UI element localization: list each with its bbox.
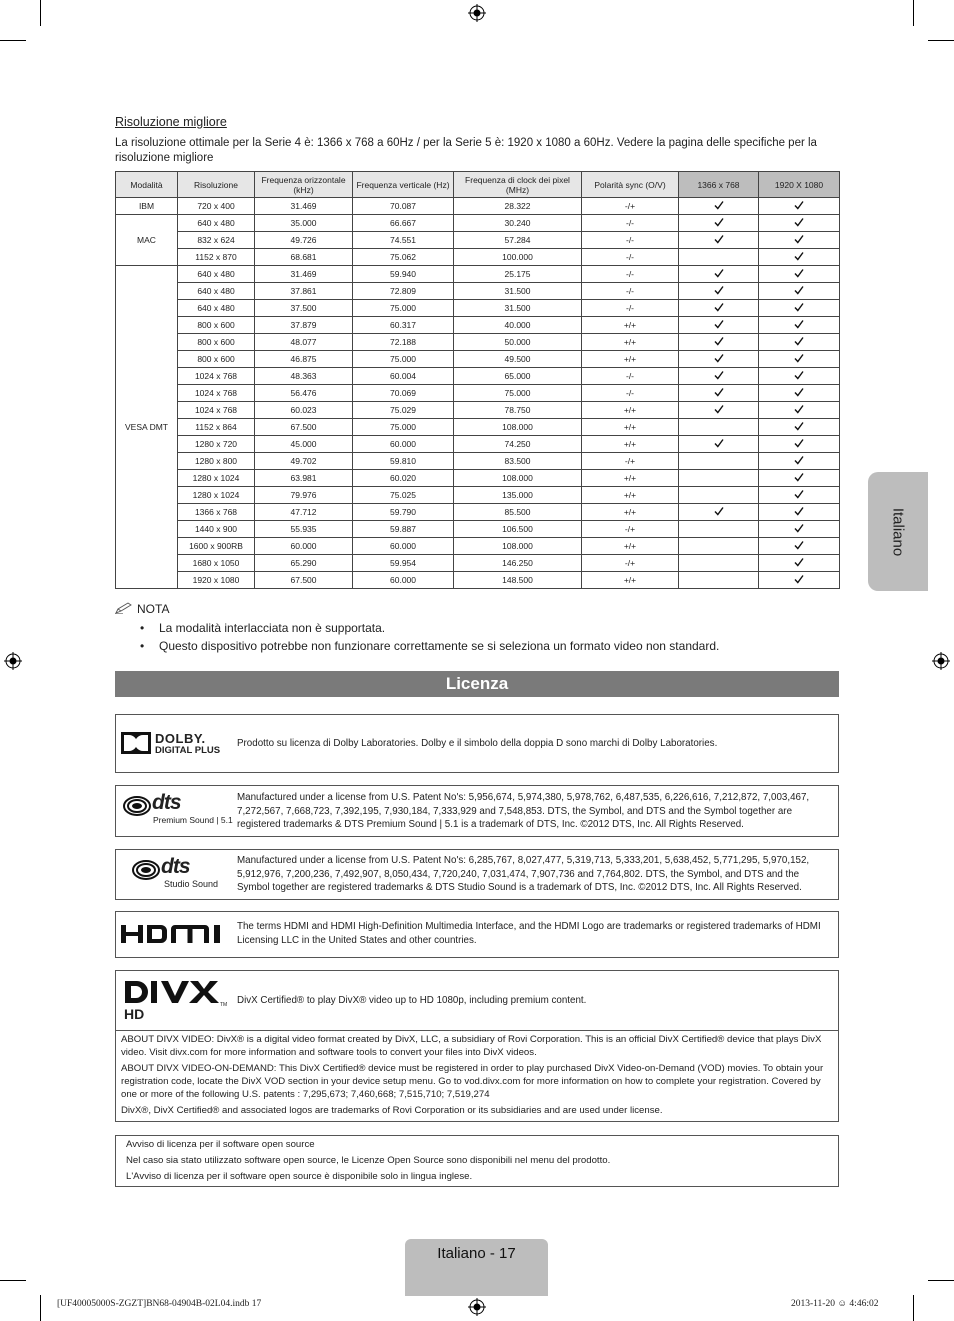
table-cell: 75.000: [353, 419, 454, 436]
table-cell: 640 x 480: [178, 266, 255, 283]
section-intro: La risoluzione ottimale per la Serie 4 è: 1366 x 768 a 60Hz / per la Serie 5 è: 1920 x 1080 a 60Hz. Vedere la pagina delle specifiche per la risoluzione migliore: [115, 137, 817, 164]
crop-mark: [928, 40, 954, 41]
table-cell: -/+: [582, 198, 679, 215]
checkmark-icon: [794, 336, 804, 346]
page-number-tab: Italiano - 17: [405, 1239, 548, 1296]
table-header-cell: 1366 x 768: [679, 172, 759, 198]
support-cell: [679, 198, 759, 215]
mode-cell: IBM: [116, 198, 178, 215]
table-row: [116, 351, 840, 368]
crop-mark: [913, 0, 914, 26]
table-cell: 75.000: [353, 300, 454, 317]
dts-studio-license-box: dts Studio Sound Manufactured under a license from U.S. Patent No's: 6,285,767, 8,027,477, 5,319,713, 5,333,201, 5,638,452, 5,771,295, 5,970,152, 5,912,976, 7,200,236, 7,492,907, 8,050,434, 7,720,240, 7,031,474, 7,907,736 and 7,764,802. DTS, the Symbol, and DTS and the Symbol together are registered trademarks & DTS Studio Sound is a trademark of DTS, Inc. ©2012 DTS, Inc. All Rights Reserved.: [115, 849, 839, 900]
note-item: • Questo dispositivo potrebbe non funzionare correttamente se si seleziona un formato video non standard.: [140, 639, 720, 653]
support-cell: [759, 351, 840, 368]
table-cell: 1280 x 800: [178, 453, 255, 470]
mode-cell: VESA DMT: [116, 266, 178, 589]
table-cell: 100.000: [454, 249, 582, 266]
table-cell: 55.935: [255, 521, 353, 538]
checkmark-icon: [714, 268, 724, 278]
table-cell: 1152 x 870: [178, 249, 255, 266]
dolby-license-box: DOLBY. DIGITAL PLUS Prodotto su licenza di Dolby Laboratories. Dolby e il simbolo della doppia D sono marchi di Dolby Laboratories.: [115, 714, 839, 773]
table-cell: 1280 x 1024: [178, 487, 255, 504]
checkmark-icon: [714, 370, 724, 380]
table-cell: 57.284: [454, 232, 582, 249]
table-cell: 31.500: [454, 283, 582, 300]
table-cell: 31.469: [255, 266, 353, 283]
table-cell: 800 x 600: [178, 317, 255, 334]
dts-studio-license-text: Manufactured under a license from U.S. Patent No's: 6,285,767, 8,027,477, 5,319,713, 5,333,201, 5,638,452, 5,771,295, 5,970,152, 5,912,976, 7,200,236, 7,492,907, 8,050,434, 7,720,240, 7,031,474, 7,907,736 and 7,764,802. DTS, the Symbol, and DTS and the Symbol together are registered trademarks & DTS Studio Sound is a trademark of DTS, Inc. ©2012 DTS, Inc. All Rights Reserved.: [237, 855, 810, 893]
table-row: [116, 538, 840, 555]
support-cell: [679, 453, 759, 470]
divx-wordmark-icon: [124, 979, 220, 1005]
table-cell: 40.000: [454, 317, 582, 334]
table-cell: 75.000: [454, 385, 582, 402]
table-cell: 46.875: [255, 351, 353, 368]
table-cell: 37.861: [255, 283, 353, 300]
checkmark-icon: [794, 438, 804, 448]
support-cell: [759, 249, 840, 266]
table-cell: 65.000: [454, 368, 582, 385]
table-cell: 148.500: [454, 572, 582, 589]
table-cell: 59.887: [353, 521, 454, 538]
table-cell: 1024 x 768: [178, 368, 255, 385]
checkmark-icon: [714, 353, 724, 363]
hdmi-license-text: The terms HDMI and HDMI High-Definition Multimedia Interface, and the HDMI Logo are trademarks or registered trademarks of HDMI Licensing LLC in the United States and other countries.: [237, 921, 821, 946]
table-cell: -/-: [582, 283, 679, 300]
table-cell: 74.551: [353, 232, 454, 249]
registration-mark-icon: [4, 652, 22, 670]
support-cell: [679, 487, 759, 504]
table-cell: 85.500: [454, 504, 582, 521]
table-cell: 60.023: [255, 402, 353, 419]
table-cell: 37.879: [255, 317, 353, 334]
table-cell: -/+: [582, 521, 679, 538]
table-cell: 60.020: [353, 470, 454, 487]
table-cell: +/+: [582, 504, 679, 521]
table-cell: -/-: [582, 215, 679, 232]
print-timestamp: 2013-11-20 ☺ 4:46:02: [791, 1299, 879, 1309]
checkmark-icon: [794, 421, 804, 431]
divx-license-text: DivX Certified® to play DivX® video up to HD 1080p, including premium content.: [237, 995, 587, 1006]
table-cell: 66.667: [353, 215, 454, 232]
table-cell: +/+: [582, 419, 679, 436]
table-cell: 25.175: [454, 266, 582, 283]
table-cell: 1366 x 768: [178, 504, 255, 521]
table-cell: +/+: [582, 436, 679, 453]
table-cell: -/-: [582, 300, 679, 317]
support-cell: [679, 300, 759, 317]
dts-premium-license-box: dts Premium Sound | 5.1 Manufactured under a license from U.S. Patent No's: 5,956,674, 5,974,380, 5,978,762, 6,487,535, 6,226,616, 7,212,872, 7,003,467, 7,272,567, 7,668,723, 7,392,195, 7,930,184, 7,333,929 and 7,548,853. DTS, the Symbol, and DTS and the Symbol together are registered trademarks & DTS Premium Sound | 5.1 is a trademark of DTS, Inc. ©2012 DTS, Inc. All Rights Reserved.: [115, 785, 839, 837]
checkmark-icon: [714, 200, 724, 210]
table-cell: 31.500: [454, 300, 582, 317]
support-cell: [759, 470, 840, 487]
checkmark-icon: [714, 438, 724, 448]
table-cell: +/+: [582, 487, 679, 504]
checkmark-icon: [794, 557, 804, 567]
checkmark-icon: [714, 387, 724, 397]
support-cell: [679, 334, 759, 351]
table-header-cell: Frequenza verticale (Hz): [353, 172, 454, 198]
checkmark-icon: [794, 489, 804, 499]
table-cell: 60.004: [353, 368, 454, 385]
table-cell: -/+: [582, 555, 679, 572]
support-cell: [679, 317, 759, 334]
checkmark-icon: [794, 268, 804, 278]
table-row: [116, 249, 840, 266]
support-cell: [679, 470, 759, 487]
checkmark-icon: [714, 234, 724, 244]
checkmark-icon: [794, 353, 804, 363]
support-cell: [759, 385, 840, 402]
table-cell: 60.000: [255, 538, 353, 555]
table-cell: 31.469: [255, 198, 353, 215]
support-cell: [679, 283, 759, 300]
support-cell: [679, 572, 759, 589]
checkmark-icon: [714, 319, 724, 329]
checkmark-icon: [794, 217, 804, 227]
checkmark-icon: [794, 285, 804, 295]
table-cell: 47.712: [255, 504, 353, 521]
checkmark-icon: [714, 336, 724, 346]
support-cell: [679, 419, 759, 436]
table-cell: 640 x 480: [178, 283, 255, 300]
table-cell: 75.029: [353, 402, 454, 419]
table-cell: 1440 x 900: [178, 521, 255, 538]
table-cell: 59.940: [353, 266, 454, 283]
resolution-table: [115, 171, 840, 589]
dts-premium-license-text: Manufactured under a license from U.S. Patent No's: 5,956,674, 5,974,380, 5,978,762, 6,487,535, 6,226,616, 7,212,872, 7,003,467, 7,272,567, 7,668,723, 7,392,195, 7,930,184, 7,333,929 and 7,548,853. DTS, the Symbol, and DTS and the Symbol together are registered trademarks & DTS Premium Sound | 5.1 is a trademark of DTS, Inc. ©2012 DTS, Inc. All Rights Reserved.: [237, 792, 810, 830]
dts-symbol-icon: [132, 859, 160, 881]
crop-mark: [0, 1280, 26, 1281]
checkmark-icon: [794, 404, 804, 414]
checkmark-icon: [794, 251, 804, 261]
table-header-cell: Risoluzione: [178, 172, 255, 198]
table-cell: 60.000: [353, 436, 454, 453]
table-cell: 1680 x 1050: [178, 555, 255, 572]
table-header-cell: 1920 X 1080: [759, 172, 840, 198]
section-title: Risoluzione migliore: [115, 115, 227, 129]
support-cell: [679, 249, 759, 266]
table-cell: 146.250: [454, 555, 582, 572]
mode-cell: MAC: [116, 215, 178, 266]
table-cell: 832 x 624: [178, 232, 255, 249]
table-row: [116, 504, 840, 521]
checkmark-icon: [794, 574, 804, 584]
pencil-note-icon: [115, 602, 133, 614]
table-cell: 49.702: [255, 453, 353, 470]
support-cell: [679, 351, 759, 368]
support-cell: [679, 402, 759, 419]
support-cell: [759, 283, 840, 300]
divx-logo: HD TM: [124, 979, 220, 1010]
support-cell: [679, 266, 759, 283]
open-source-title: Avviso di licenza per il software open source: [126, 1139, 315, 1150]
table-cell: -/+: [582, 453, 679, 470]
table-cell: 60.317: [353, 317, 454, 334]
table-cell: 1280 x 1024: [178, 470, 255, 487]
table-cell: 1600 x 900RB: [178, 538, 255, 555]
table-cell: 1280 x 720: [178, 436, 255, 453]
table-cell: 59.790: [353, 504, 454, 521]
table-cell: 108.000: [454, 470, 582, 487]
dts-wordmark: dts: [161, 855, 190, 878]
table-header-cell: Frequenza orizzontale (kHz): [255, 172, 353, 198]
table-cell: 28.322: [454, 198, 582, 215]
table-cell: +/+: [582, 538, 679, 555]
table-cell: 56.476: [255, 385, 353, 402]
support-cell: [759, 266, 840, 283]
checkmark-icon: [794, 523, 804, 533]
table-cell: 49.500: [454, 351, 582, 368]
table-cell: 60.000: [353, 572, 454, 589]
table-cell: 72.188: [353, 334, 454, 351]
table-row: [116, 334, 840, 351]
table-row: [116, 385, 840, 402]
language-side-tab: Italiano: [868, 472, 928, 591]
support-cell: [759, 555, 840, 572]
table-cell: 800 x 600: [178, 351, 255, 368]
support-cell: [679, 504, 759, 521]
hdmi-license-box: [115, 911, 839, 958]
support-cell: [759, 436, 840, 453]
checkmark-icon: [714, 506, 724, 516]
support-cell: [759, 402, 840, 419]
table-cell: 79.976: [255, 487, 353, 504]
dts-symbol-icon: [123, 795, 151, 817]
table-cell: +/+: [582, 402, 679, 419]
divx-trademark-text: DivX®, DivX Certified® and associated logos are trademarks of Rovi Corporation or its subsidiaries and are used under license.: [121, 1105, 663, 1116]
table-header-row: [116, 172, 840, 198]
table-cell: +/+: [582, 334, 679, 351]
table-cell: 108.000: [454, 538, 582, 555]
table-cell: 70.069: [353, 385, 454, 402]
table-cell: +/+: [582, 317, 679, 334]
table-row: [116, 521, 840, 538]
table-row: [116, 487, 840, 504]
support-cell: [759, 487, 840, 504]
dts-wordmark: dts: [152, 791, 181, 814]
support-cell: [759, 419, 840, 436]
note-heading: [115, 602, 169, 616]
registration-mark-icon: [468, 4, 486, 22]
table-row: [116, 266, 840, 283]
table-cell: 30.240: [454, 215, 582, 232]
table-cell: +/+: [582, 351, 679, 368]
support-cell: [679, 555, 759, 572]
table-cell: 59.810: [353, 453, 454, 470]
table-cell: 49.726: [255, 232, 353, 249]
support-cell: [759, 300, 840, 317]
table-cell: 72.809: [353, 283, 454, 300]
checkmark-icon: [794, 200, 804, 210]
table-cell: 74.250: [454, 436, 582, 453]
print-file-info: [UF40005000S-ZGZT]BN68-04904B-02L04.indb 17: [57, 1299, 262, 1309]
table-row: [116, 555, 840, 572]
dolby-license-text: Prodotto su licenza di Dolby Laboratories. Dolby e il simbolo della doppia D sono marchi di Dolby Laboratories.: [237, 738, 718, 749]
table-cell: -/-: [582, 232, 679, 249]
support-cell: [679, 232, 759, 249]
license-section-title: Licenza: [115, 671, 839, 697]
registration-mark-icon: [468, 1298, 486, 1316]
table-cell: 83.500: [454, 453, 582, 470]
table-row: [116, 572, 840, 589]
table-cell: 35.000: [255, 215, 353, 232]
table-header-cell: Modalità: [116, 172, 178, 198]
note-item: • La modalità interlacciata non è supportata.: [140, 621, 386, 635]
checkmark-icon: [794, 319, 804, 329]
hdmi-logo: [121, 924, 225, 944]
table-cell: 78.750: [454, 402, 582, 419]
divx-details-box: [115, 1029, 839, 1122]
table-cell: 640 x 480: [178, 215, 255, 232]
table-header-cell: Frequenza di clock dei pixel (MHz): [454, 172, 582, 198]
table-row: [116, 198, 840, 215]
table-cell: 48.363: [255, 368, 353, 385]
table-row: [116, 215, 840, 232]
table-cell: 70.087: [353, 198, 454, 215]
table-cell: 45.000: [255, 436, 353, 453]
table-cell: 1024 x 768: [178, 402, 255, 419]
support-cell: [679, 215, 759, 232]
support-cell: [759, 504, 840, 521]
checkmark-icon: [714, 217, 724, 227]
support-cell: [759, 368, 840, 385]
checkmark-icon: [714, 302, 724, 312]
table-cell: 59.954: [353, 555, 454, 572]
table-cell: 50.000: [454, 334, 582, 351]
crop-mark: [40, 0, 41, 26]
table-cell: 75.062: [353, 249, 454, 266]
checkmark-icon: [794, 370, 804, 380]
table-cell: +/+: [582, 470, 679, 487]
table-cell: 75.000: [353, 351, 454, 368]
table-cell: -/-: [582, 368, 679, 385]
support-cell: [679, 436, 759, 453]
table-cell: 1024 x 768: [178, 385, 255, 402]
table-cell: 640 x 480: [178, 300, 255, 317]
table-cell: 720 x 400: [178, 198, 255, 215]
registration-mark-icon: [932, 652, 950, 670]
table-cell: 106.500: [454, 521, 582, 538]
crop-mark: [913, 1295, 914, 1321]
table-cell: 37.500: [255, 300, 353, 317]
support-cell: [759, 317, 840, 334]
table-cell: 800 x 600: [178, 334, 255, 351]
table-row: [116, 419, 840, 436]
table-cell: 1920 x 1080: [178, 572, 255, 589]
table-cell: 60.000: [353, 538, 454, 555]
table-row: [116, 402, 840, 419]
table-cell: 108.000: [454, 419, 582, 436]
checkmark-icon: [794, 455, 804, 465]
table-row: [116, 368, 840, 385]
divx-license-box: [115, 970, 839, 1031]
note-label: NOTA: [137, 602, 170, 616]
support-cell: [759, 572, 840, 589]
support-cell: [759, 521, 840, 538]
support-cell: [679, 538, 759, 555]
crop-mark: [928, 1280, 954, 1281]
support-cell: [759, 215, 840, 232]
support-cell: [759, 453, 840, 470]
support-cell: [759, 334, 840, 351]
table-cell: 75.025: [353, 487, 454, 504]
support-cell: [759, 538, 840, 555]
support-cell: [679, 368, 759, 385]
table-cell: -/-: [582, 266, 679, 283]
table-row: [116, 283, 840, 300]
checkmark-icon: [794, 302, 804, 312]
support-cell: [679, 521, 759, 538]
support-cell: [759, 198, 840, 215]
checkmark-icon: [714, 404, 724, 414]
table-cell: 67.500: [255, 419, 353, 436]
table-cell: 135.000: [454, 487, 582, 504]
divx-vod-text: ABOUT DIVX VIDEO-ON-DEMAND: This DivX Certified® device must be registered in order to play purchased DivX Video-on-Demand (VOD) movies. To obtain your registration code, locate the DivX VOD section in your device setup menu. Go to vod.divx.com for more information on how to complete your registration. Covered by one or more of the following U.S. patents : 7,295,673; 7,460,668; 7,515,710; 7,519,274: [121, 1063, 824, 1100]
table-cell: 65.290: [255, 555, 353, 572]
table-row: [116, 317, 840, 334]
divx-tm-mark: TM: [220, 1002, 228, 1008]
checkmark-icon: [714, 285, 724, 295]
open-source-notice-box: [115, 1135, 839, 1187]
open-source-line: Nel caso sia stato utilizzato software open source, le Licenze Open Source sono disponibili nel menu del prodotto.: [126, 1155, 611, 1166]
table-cell: 48.077: [255, 334, 353, 351]
table-row: [116, 232, 840, 249]
dolby-double-d-icon: [121, 732, 151, 754]
support-cell: [759, 232, 840, 249]
table-row: [116, 453, 840, 470]
table-cell: -/-: [582, 249, 679, 266]
checkmark-icon: [794, 506, 804, 516]
table-header-cell: Polarità sync (O/V): [582, 172, 679, 198]
table-cell: -/-: [582, 385, 679, 402]
table-cell: 63.981: [255, 470, 353, 487]
table-cell: 67.500: [255, 572, 353, 589]
divx-about-text: ABOUT DIVX VIDEO: DivX® is a digital video format created by DivX, LLC, a subsidiary of Rovi Corporation. This is an official DivX Certified® device that plays DivX video. Visit divx.com for more information and software tools to convert your files into DivX videos.: [121, 1034, 822, 1058]
table-cell: 68.681: [255, 249, 353, 266]
checkmark-icon: [794, 540, 804, 550]
crop-mark: [0, 40, 26, 41]
checkmark-icon: [794, 387, 804, 397]
table-cell: +/+: [582, 572, 679, 589]
table-row: [116, 300, 840, 317]
table-row: [116, 470, 840, 487]
support-cell: [679, 385, 759, 402]
checkmark-icon: [794, 472, 804, 482]
checkmark-icon: [794, 234, 804, 244]
table-row: [116, 436, 840, 453]
open-source-line: L'Avviso di licenza per il software open source è disponibile solo in lingua inglese.: [126, 1171, 473, 1182]
table-cell: 1152 x 864: [178, 419, 255, 436]
crop-mark: [40, 1295, 41, 1321]
